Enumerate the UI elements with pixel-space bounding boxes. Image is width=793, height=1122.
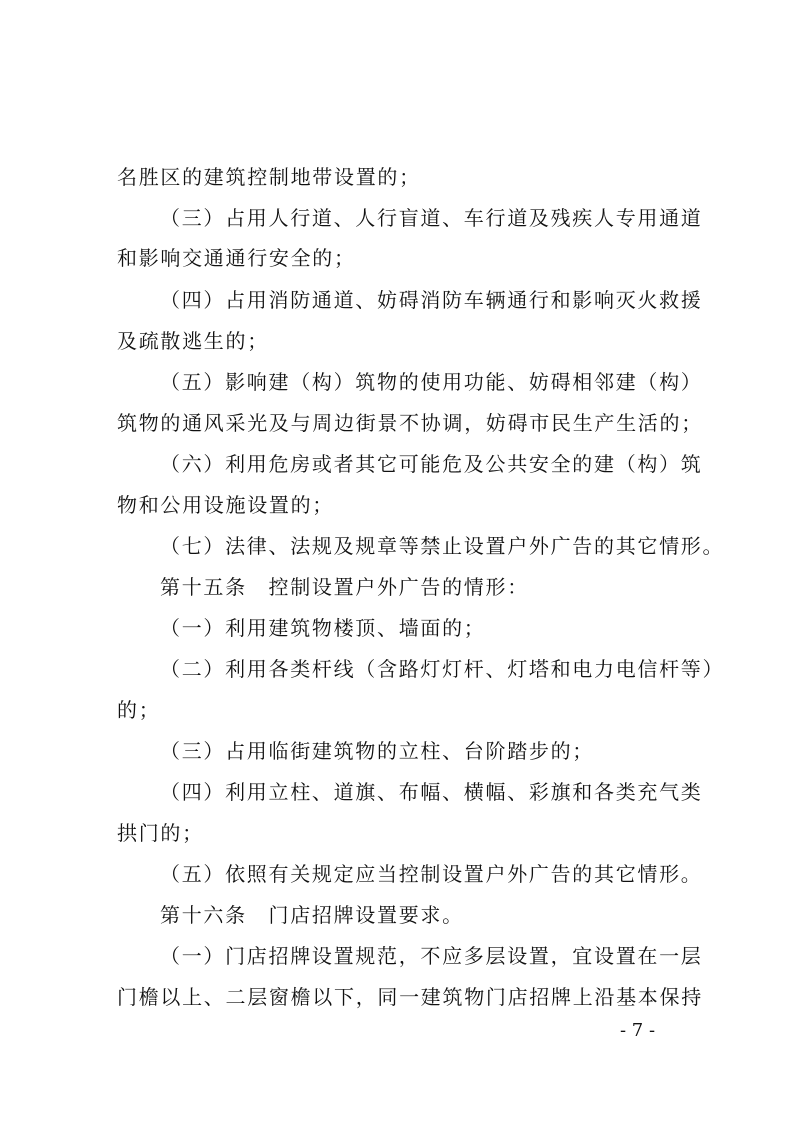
article-heading: 第十五条 控制设置户外广告的情形： (160, 575, 529, 599)
text-line: （二）利用各类杆线（含路灯灯杆、灯塔和电力电信杆等） (160, 657, 725, 681)
article-heading: 第十六条 门店招牌设置要求。 (160, 903, 464, 927)
text-line: （四）利用立柱、道旗、布幅、横幅、彩旗和各类充气类 (160, 780, 703, 804)
text-line: 物和公用设施设置的； (117, 493, 334, 517)
text-line: 的； (117, 698, 161, 722)
page-number: - 7 - (620, 1020, 656, 1041)
text-line: 门檐以上、二层窗檐以下，同一建筑物门店招牌上沿基本保持 (117, 985, 703, 1009)
text-line: （三）占用人行道、人行盲道、车行道及残疾人专用通道 (160, 206, 703, 230)
text-line: 及疏散逃生的； (117, 329, 269, 353)
text-line: 名胜区的建筑控制地带设置的； (117, 165, 421, 189)
text-line: （七）法律、法规及规章等禁止设置户外广告的其它情形。 (160, 534, 725, 558)
text-line: （一）门店招牌设置规范，不应多层设置，宜设置在一层 (160, 944, 703, 968)
text-line: 和影响交通通行安全的； (117, 246, 356, 270)
text-line: （一）利用建筑物楼顶、墙面的； (160, 616, 486, 640)
text-line: （五）影响建（构）筑物的使用功能、妨碍相邻建（构） (160, 370, 703, 394)
text-line: 拱门的； (117, 821, 204, 845)
text-line: （四）占用消防通道、妨碍消防车辆通行和影响灭火救援 (160, 288, 703, 312)
text-line: （三）占用临街建筑物的立柱、台阶踏步的； (160, 739, 594, 763)
text-line: （六）利用危房或者其它可能危及公共安全的建（构）筑 (160, 452, 703, 476)
text-line: 筑物的通风采光及与周边街景不协调，妨碍市民生产生活的； (117, 411, 703, 435)
text-line: （五）依照有关规定应当控制设置户外广告的其它情形。 (160, 862, 703, 886)
